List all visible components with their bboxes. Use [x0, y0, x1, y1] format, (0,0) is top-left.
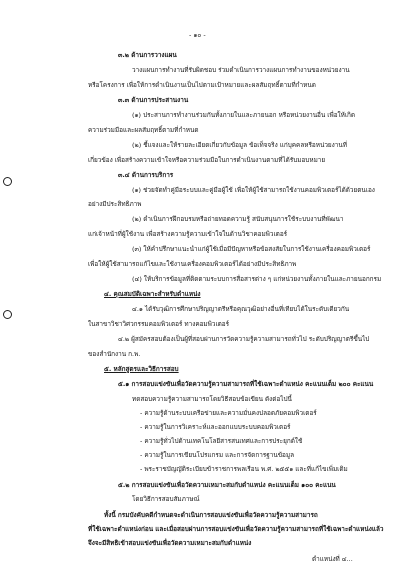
subsection-heading-5-1: ๕.๑ การสอบแข่งขันเพื่อวัดความรู้ความสามารถที่ใช้เฉพาะตำแหน่ง คะแนนเต็ม ๒๐๐ คะแนน [118, 380, 374, 388]
list-item: - ความรู้ทั่วไปด้านเทคโนโลยีสารสนเทศและการประยุกต์ใช้ [140, 437, 303, 445]
text-line: ทดสอบความรู้ความสามารถโดยวิธีสอบข้อเขียน ดังต่อไปนี้ [132, 395, 292, 403]
text-line: ๔.๒ ผู้สมัครสอบต้องเป็นผู้ที่สอบผ่านการวัดความรู้ความสามารถทั่วไป ระดับปริญญาตรีขึ้นไป [118, 335, 370, 343]
subsection-heading-5-2: ๕.๒ การสอบแข่งขันเพื่อวัดความเหมาะสมกับตำแหน่ง คะแนนเต็ม ๑๐๐ คะแนน [118, 481, 336, 489]
text-line: ๔.๑ ได้รับวุฒิการศึกษาปริญญาตรีหรือคุณวุฒิอย่างอื่นที่เทียบได้ในระดับเดียวกัน [132, 305, 350, 313]
list-item: - ความรู้ด้านระบบเครือข่ายและความมั่นคงปลอดภัยคอมพิวเตอร์ [140, 409, 317, 417]
text-line: จึงจะมีสิทธิเข้าสอบแข่งขันเพื่อวัดความเหมาะสมกับตำแหน่ง [88, 539, 252, 547]
text-line: ความร่วมมือและผลสัมฤทธิ์ตามที่กำหนด [88, 126, 199, 134]
section-heading-3-2: ๓.๒ ด้านการวางแผน [118, 51, 177, 59]
list-item: - พระราชบัญญัติระเบียบข้าราชการพลเรือน พ.ศ. ๒๕๕๑ และที่แก้ไขเพิ่มเติม [140, 465, 348, 473]
text-line: โดยวิธีการสอบสัมภาษณ์ [132, 495, 200, 503]
section-heading-3-4: ๓.๔ ด้านการบริการ [118, 171, 174, 179]
text-line: (๒) ชี้แจงและให้รายละเอียดเกี่ยวกับข้อมูล ข้อเท็จจริง แก่บุคคลหรือหน่วยงานที่ [132, 141, 347, 149]
text-line: วางแผนการทำงานที่รับผิดชอบ ร่วมดำเนินการวางแผนการทำงานของหน่วยงาน [132, 66, 350, 74]
text-line: ของสำนักงาน ก.พ. [88, 350, 141, 358]
punch-hole-icon [3, 177, 12, 186]
text-line: หรือโครงการ เพื่อให้การดำเนินงานเป็นไปตามเป้าหมายและผลสัมฤทธิ์ตามที่กำหนด [88, 81, 316, 89]
text-line: ทั้งนี้ กรมบังคับคดีกำหนดจะดำเนินการสอบแข่งขันเพื่อวัดความรู้ความสามารถ [104, 511, 318, 519]
text-line: (๓) ให้คำปรึกษาแนะนำแก่ผู้ใช้เมื่อมีปัญหาหรือข้อสงสัยในการใช้งานเครื่องคอมพิวเตอร์ [132, 245, 371, 253]
text-line: เกี่ยวข้อง เพื่อสร้างความเข้าใจหรือความร่วมมือในการดำเนินงานตามที่ได้รับมอบหมาย [88, 156, 326, 164]
section-heading-5: ๕. หลักสูตรและวิธีการสอบ [104, 365, 179, 373]
text-line: (๒) ดำเนินการฝึกอบรมหรือถ่ายทอดความรู้ สนับสนุนการใช้ระบบงานที่พัฒนา [132, 215, 344, 223]
list-item: - ความรู้ในการวิเคราะห์และออกแบบระบบคอมพิวเตอร์ [140, 423, 291, 431]
text-line: แก่เจ้าหน้าที่ผู้ใช้งาน เพื่อสร้างความรู้ความเข้าใจในด้านวิชาคอมพิวเตอร์ [88, 230, 288, 238]
text-line: (๑) ช่วยจัดทำคู่มือระบบและคู่มือผู้ใช้ เพื่อให้ผู้ใช้สามารถใช้งานคอมพิวเตอร์ได้ด้วยตนเอง [132, 186, 375, 194]
text-line: (๔) ให้บริการข้อมูลที่ติดตามระบบการสื่อสารต่าง ๆ แก่หน่วยงานทั้งภายในและภายนอกกรม [132, 275, 382, 283]
page-number: - ๑๐ - [189, 31, 206, 39]
section-heading-4: ๔. คุณสมบัติเฉพาะสำหรับตำแหน่ง [104, 290, 201, 298]
text-line: ที่ใช้เฉพาะตำแหน่งก่อน และเมื่อสอบผ่านการสอบแข่งขันเพื่อวัดความรู้ความสามารถที่ใช้เฉพาะตำแหน่งแล้ว [88, 525, 384, 533]
list-item: - ความรู้ในการเขียนโปรแกรม และการจัดการฐานข้อมูล [140, 451, 295, 459]
text-line: ในสาขาวิชาวิศวกรรมคอมพิวเตอร์ ทางคอมพิวเตอร์ [88, 320, 230, 328]
text-line: เพื่อให้ผู้ใช้สามารถแก้ไขและใช้งานเครื่องคอมพิวเตอร์ได้อย่างมีประสิทธิภาพ [88, 260, 297, 268]
text-line: (๑) ประสานการทำงานร่วมกันทั้งภายในและภายนอก หรือหน่วยงานอื่น เพื่อให้เกิด [132, 111, 356, 119]
punch-hole-icon [3, 310, 12, 319]
text-line: อย่างมีประสิทธิภาพ [88, 200, 142, 208]
page-footer: ตำแหน่งที่ ๔... [312, 555, 353, 563]
section-heading-3-3: ๓.๓ ด้านการประสานงาน [118, 96, 189, 104]
